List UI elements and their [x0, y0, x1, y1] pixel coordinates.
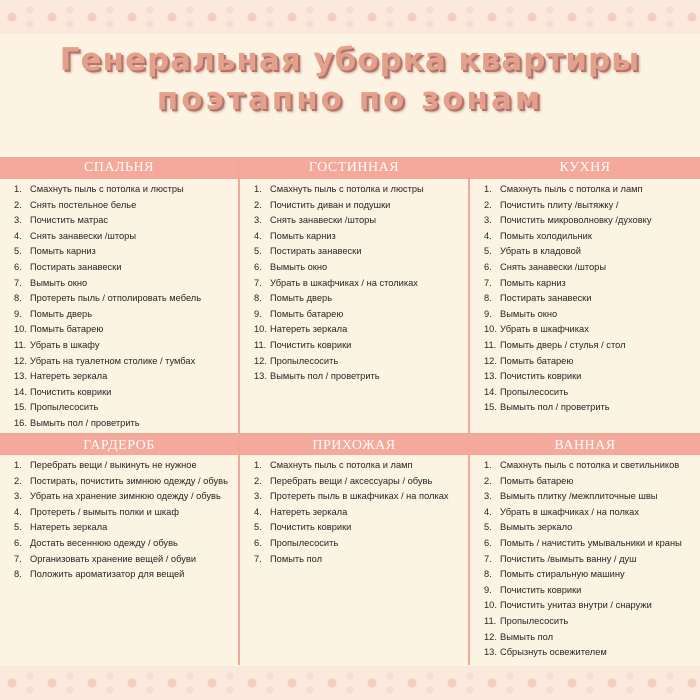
- task-number: 1.: [14, 460, 22, 470]
- zone-task-list: [0, 179, 238, 432]
- task-number: 3.: [484, 215, 492, 226]
- task-item: [14, 322, 238, 338]
- task-text: Убрать на туалетном столике / тумбах: [30, 355, 196, 366]
- task-item: [14, 338, 238, 354]
- task-text: Положить ароматизатор для вещей: [30, 569, 185, 580]
- task-number: 5.: [254, 246, 262, 257]
- task-number: 10.: [14, 324, 27, 335]
- task-number: 2.: [14, 475, 22, 486]
- task-number: 6.: [484, 261, 492, 272]
- task-text: Вымыть пол: [500, 631, 554, 642]
- task-text: Помыть дверь: [30, 308, 93, 319]
- task-text: Пропылесосить: [500, 386, 569, 397]
- task-item: [484, 338, 700, 354]
- task-item: [484, 354, 700, 370]
- task-number: 14.: [484, 386, 497, 397]
- task-text: Натереть зеркала: [270, 324, 348, 335]
- task-item: [254, 322, 468, 338]
- task-item: [14, 213, 238, 229]
- task-number: 1.: [484, 460, 492, 470]
- task-text: Перебрать вещи / выкинуть не нужное: [30, 460, 197, 470]
- task-text: Пропылесосить: [270, 537, 339, 548]
- title-block: [0, 40, 700, 118]
- task-number: 1.: [254, 184, 262, 194]
- task-text: Убрать на хранение зимнюю одежду / обувь: [30, 491, 221, 502]
- zone-task-list: [470, 179, 700, 416]
- task-item: [14, 474, 238, 490]
- task-item: [254, 369, 468, 385]
- task-item: [14, 536, 238, 552]
- task-item: [14, 182, 238, 198]
- task-number: 7.: [14, 277, 22, 288]
- task-text: Перебрать вещи / аксессуары / обувь: [270, 475, 433, 486]
- task-item: [14, 552, 238, 568]
- task-text: Снять занавески /шторы: [270, 215, 377, 226]
- task-text: Смахнуть пыль с потолка и ламп: [500, 184, 643, 194]
- task-item: [484, 583, 700, 599]
- task-number: 13.: [484, 371, 497, 382]
- task-number: 11.: [14, 339, 27, 350]
- task-item: [254, 260, 468, 276]
- task-text: Почистить матрас: [30, 215, 109, 226]
- task-item: [14, 229, 238, 245]
- task-number: 12.: [14, 355, 27, 366]
- task-item: [14, 458, 238, 474]
- task-text: Почистить коврики: [500, 371, 582, 382]
- task-item: [484, 489, 700, 505]
- zone-header: СПАЛЬНЯ: [0, 157, 238, 179]
- task-text: Вымыть плитку /межплиточные швы: [500, 491, 658, 502]
- task-item: [484, 369, 700, 385]
- task-text: Почистить унитаз внутри / снаружи: [500, 600, 652, 611]
- task-item: [254, 244, 468, 260]
- task-item: [484, 385, 700, 401]
- task-number: 7.: [254, 553, 262, 564]
- zone-wardrobe: [0, 433, 240, 665]
- task-text: Вымыть пол / проветрить: [30, 417, 140, 428]
- task-item: [484, 567, 700, 583]
- zone-living-room: [240, 157, 470, 433]
- task-text: Постирать занавески: [30, 261, 122, 272]
- task-item: [254, 552, 468, 568]
- task-text: Помыть дверь: [270, 293, 333, 304]
- task-item: [484, 630, 700, 646]
- zone-task-list: [240, 455, 468, 567]
- task-number: 2.: [14, 199, 22, 210]
- decorative-border-top: [0, 0, 700, 34]
- task-item: [484, 552, 700, 568]
- task-number: 4.: [14, 230, 22, 241]
- task-text: Убрать в шкафу: [30, 339, 100, 350]
- task-item: [484, 260, 700, 276]
- task-number: 16.: [14, 417, 27, 428]
- task-item: [14, 416, 238, 432]
- task-text: Почистить коврики: [270, 339, 352, 350]
- task-item: [254, 198, 468, 214]
- task-number: 6.: [14, 261, 22, 272]
- task-item: [484, 213, 700, 229]
- task-text: Помыть карниз: [30, 246, 96, 257]
- task-item: [14, 385, 238, 401]
- task-text: Помыть / начистить умывальники и краны: [500, 537, 682, 548]
- task-text: Пропылесосить: [500, 615, 569, 626]
- task-number: 1.: [254, 460, 262, 470]
- task-number: 9.: [484, 308, 492, 319]
- task-item: [484, 505, 700, 521]
- task-number: 10.: [254, 324, 267, 335]
- task-text: Постирать занавески: [270, 246, 362, 257]
- task-item: [484, 198, 700, 214]
- task-number: 13.: [14, 371, 27, 382]
- task-text: Помыть пол: [270, 553, 323, 564]
- task-item: [484, 244, 700, 260]
- task-text: Постирать занавески: [500, 293, 592, 304]
- task-item: [14, 244, 238, 260]
- task-item: [484, 598, 700, 614]
- zone-task-list: [0, 455, 238, 583]
- zone-bathroom: [470, 433, 700, 665]
- task-text: Вымыть зеркало: [500, 522, 573, 533]
- task-number: 2.: [484, 475, 492, 486]
- zone-bedroom: [0, 157, 240, 433]
- task-item: [14, 489, 238, 505]
- task-number: 6.: [14, 537, 22, 548]
- task-item: [254, 213, 468, 229]
- task-number: 1.: [484, 184, 492, 194]
- task-number: 11.: [484, 339, 497, 350]
- task-number: 9.: [484, 584, 492, 595]
- task-text: Почистить микроволновку /духовку: [500, 215, 652, 226]
- zone-task-list: [470, 455, 700, 661]
- task-item: [14, 354, 238, 370]
- task-number: 3.: [254, 215, 262, 226]
- task-text: Почистить /вымыть ванну / душ: [500, 553, 637, 564]
- decorative-border-bottom: [0, 666, 700, 700]
- page-title: Генеральная уборка квартиры: [59, 42, 641, 78]
- task-text: Помыть карниз: [270, 230, 336, 241]
- task-text: Пропылесосить: [270, 355, 339, 366]
- task-item: [484, 474, 700, 490]
- task-text: Смахнуть пыль с потолка и ламп: [270, 460, 413, 470]
- task-text: Достать весеннюю одежду / обувь: [30, 537, 178, 548]
- task-item: [254, 536, 468, 552]
- task-item: [484, 276, 700, 292]
- task-item: [484, 614, 700, 630]
- task-number: 2.: [484, 199, 492, 210]
- task-text: Помыть дверь / стулья / стол: [500, 339, 626, 350]
- task-number: 1.: [14, 184, 22, 194]
- task-item: [484, 291, 700, 307]
- task-number: 11.: [484, 615, 497, 626]
- task-item: [254, 520, 468, 536]
- task-number: 12.: [254, 355, 267, 366]
- task-item: [484, 520, 700, 536]
- task-text: Помыть батарею: [30, 324, 104, 335]
- task-item: [484, 307, 700, 323]
- task-text: Убрать в шкафчиках: [500, 324, 589, 335]
- task-item: [484, 458, 700, 474]
- zone-header: ГОСТИННАЯ: [240, 157, 468, 179]
- task-text: Вымыть пол / проветрить: [500, 402, 610, 413]
- task-item: [254, 229, 468, 245]
- zone-header: ГАРДЕРОБ: [0, 433, 238, 455]
- task-item: [484, 322, 700, 338]
- task-number: 8.: [14, 569, 22, 580]
- task-text: Убрать в шкафчиках / на столиках: [270, 277, 418, 288]
- task-number: 7.: [484, 553, 492, 564]
- task-text: Снять постельное белье: [30, 199, 137, 210]
- task-number: 8.: [484, 569, 492, 580]
- task-item: [484, 229, 700, 245]
- task-number: 7.: [254, 277, 262, 288]
- task-number: 9.: [14, 308, 22, 319]
- task-item: [484, 645, 700, 661]
- task-item: [14, 307, 238, 323]
- task-text: Вымыть пол / проветрить: [270, 371, 380, 382]
- task-number: 3.: [254, 491, 262, 502]
- task-item: [254, 276, 468, 292]
- task-text: Почистить диван и подушки: [270, 199, 391, 210]
- task-text: Помыть стиральную машину: [500, 569, 625, 580]
- task-item: [14, 260, 238, 276]
- task-number: 15.: [14, 402, 27, 413]
- task-item: [254, 489, 468, 505]
- task-number: 14.: [14, 386, 27, 397]
- page-subtitle: поэтапно по зонам: [156, 81, 544, 117]
- task-number: 4.: [484, 230, 492, 241]
- task-text: Убрать в кладовой: [500, 246, 581, 257]
- task-item: [254, 307, 468, 323]
- task-text: Вымыть окно: [500, 308, 558, 319]
- task-text: Помыть батарею: [270, 308, 344, 319]
- task-text: Организовать хранение вещей / обуви: [30, 553, 197, 564]
- task-number: 3.: [14, 215, 22, 226]
- task-number: 6.: [484, 537, 492, 548]
- zone-kitchen: [470, 157, 700, 433]
- task-item: [254, 338, 468, 354]
- task-number: 6.: [254, 261, 262, 272]
- zones-grid: [0, 157, 700, 665]
- task-item: [14, 505, 238, 521]
- zone-task-list: [240, 179, 468, 385]
- task-text: Пропылесосить: [30, 402, 99, 413]
- task-number: 5.: [254, 522, 262, 533]
- task-text: Натереть зеркала: [30, 371, 108, 382]
- task-number: 4.: [254, 506, 262, 517]
- task-number: 8.: [484, 293, 492, 304]
- task-item: [14, 198, 238, 214]
- task-item: [254, 458, 468, 474]
- task-item: [484, 536, 700, 552]
- task-text: Снять занавески /шторы: [30, 230, 137, 241]
- task-number: 13.: [254, 371, 267, 382]
- zone-header: КУХНЯ: [470, 157, 700, 179]
- task-number: 5.: [14, 522, 22, 533]
- task-item: [14, 567, 238, 583]
- task-text: Почистить коврики: [270, 522, 352, 533]
- task-number: 2.: [254, 475, 262, 486]
- task-text: Почистить коврики: [500, 584, 582, 595]
- task-item: [254, 505, 468, 521]
- task-text: Помыть карниз: [500, 277, 566, 288]
- task-item: [14, 400, 238, 416]
- task-number: 5.: [484, 246, 492, 257]
- task-text: Постирать, почистить зимнюю одежду / обувь: [30, 475, 228, 486]
- task-text: Вымыть окно: [30, 277, 88, 288]
- task-text: Помыть холодильник: [500, 230, 592, 241]
- task-number: 12.: [484, 355, 497, 366]
- task-text: Протереть пыль / отполировать мебель: [30, 293, 202, 304]
- task-item: [254, 182, 468, 198]
- zone-header: ПРИХОЖАЯ: [240, 433, 468, 455]
- task-text: Смахнуть пыль с потолка и люстры: [270, 184, 424, 194]
- task-number: 10.: [484, 600, 497, 611]
- task-text: Вымыть окно: [270, 261, 328, 272]
- task-number: 12.: [484, 631, 497, 642]
- task-number: 15.: [484, 402, 497, 413]
- task-number: 5.: [14, 246, 22, 257]
- task-number: 6.: [254, 537, 262, 548]
- task-item: [14, 520, 238, 536]
- task-item: [14, 369, 238, 385]
- task-number: 8.: [254, 293, 262, 304]
- task-number: 2.: [254, 199, 262, 210]
- task-item: [14, 291, 238, 307]
- task-text: Почистить коврики: [30, 386, 112, 397]
- task-text: Снять занавески /шторы: [500, 261, 607, 272]
- task-number: 10.: [484, 324, 497, 335]
- task-text: Убрать в шкафчиках / на полках: [500, 506, 639, 517]
- task-number: 11.: [254, 339, 267, 350]
- task-item: [484, 182, 700, 198]
- task-number: 8.: [14, 293, 22, 304]
- task-item: [254, 354, 468, 370]
- task-number: 4.: [484, 506, 492, 517]
- zone-hallway: [240, 433, 470, 665]
- task-number: 7.: [14, 553, 22, 564]
- task-number: 4.: [254, 230, 262, 241]
- task-number: 3.: [484, 491, 492, 502]
- task-text: Сбрызнуть освежителем: [500, 647, 607, 658]
- task-item: [254, 474, 468, 490]
- task-number: 13.: [484, 647, 497, 658]
- task-number: 4.: [14, 506, 22, 517]
- task-number: 5.: [484, 522, 492, 533]
- task-number: 3.: [14, 491, 22, 502]
- task-text: Смахнуть пыль с потолка и светильников: [500, 460, 680, 470]
- task-text: Помыть батарею: [500, 475, 574, 486]
- task-text: Натереть зеркала: [30, 522, 108, 533]
- task-number: 7.: [484, 277, 492, 288]
- task-text: Натереть зеркала: [270, 506, 348, 517]
- task-item: [14, 276, 238, 292]
- task-text: Почистить плиту /вытяжку /: [500, 199, 619, 210]
- task-text: Смахнуть пыль с потолка и люстры: [30, 184, 184, 194]
- task-text: Протереть / вымыть полки и шкаф: [30, 506, 179, 517]
- task-text: Протереть пыль в шкафчиках / на полках: [270, 491, 449, 502]
- task-number: 9.: [254, 308, 262, 319]
- task-item: [484, 400, 700, 416]
- zone-header: ВАННАЯ: [470, 433, 700, 455]
- task-item: [254, 291, 468, 307]
- task-text: Помыть батарею: [500, 355, 574, 366]
